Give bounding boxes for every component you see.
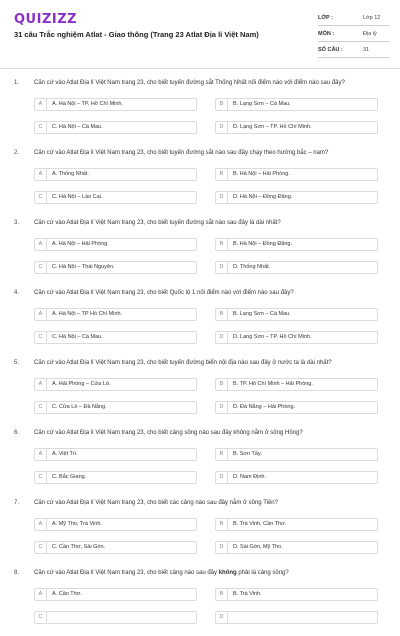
question-item [0,496,400,566]
answer-option-c[interactable] [34,471,197,484]
option-letter: A [35,309,47,320]
quizizz-logo: QUIZIZZ [14,12,78,27]
answer-option-a[interactable] [34,238,197,251]
option-letter: A [35,379,47,390]
option-text: A. Cần Thơ. [52,591,82,597]
option-text: C. Bắc Giang. [52,474,87,480]
option-letter: B [216,169,228,180]
option-letter: C [35,472,47,483]
answer-option-d[interactable] [215,541,378,554]
meta-value: 31 [363,47,370,53]
answer-option-d[interactable] [215,401,378,414]
question-item [0,286,400,356]
answer-option-a[interactable] [34,308,197,321]
option-letter: B [216,99,228,110]
question-text-part: Căn cứ vào Atlat Địa lí Việt Nam trang 23, cho biết cảng nào sau đây [34,570,219,576]
option-text: C. Hà Nội – Lào Cai. [52,194,103,200]
question-number: 6. [14,430,20,436]
meta-value: Địa lý [363,31,377,37]
meta-question-count [318,44,390,58]
answer-option-a[interactable] [34,448,197,461]
answer-option-c[interactable] [34,261,197,274]
option-text: D. Lạng Sơn – TP. Hồ Chí Minh. [233,124,312,130]
option-text: C. Cửa Lò – Đà Nẵng. [52,404,107,410]
answer-option-b[interactable] [215,98,378,111]
meta-label: LỚP : [318,15,333,21]
option-letter: A [35,99,47,110]
answer-option-b[interactable] [215,378,378,391]
option-text: C. Hà Nội – Cà Mau. [52,334,103,340]
option-letter: D [216,402,228,413]
option-text: A. Thống Nhất. [52,171,89,177]
worksheet-title: 31 câu Trắc nghiệm Atlat - Giao thông (Trang 23 Atlat Địa lí Việt Nam) [14,30,259,39]
option-letter: B [216,309,228,320]
question-text [34,430,394,436]
answer-option-d[interactable] [215,121,378,134]
answer-option-b[interactable] [215,588,378,601]
option-letter: B [216,449,228,460]
option-text: B. TP. Hồ Chí Minh – Hải Phòng. [233,381,313,387]
option-letter: A [35,519,47,530]
option-letter: D [216,192,228,203]
question-text-part: Căn cứ vào Atlat Địa lí Việt Nam trang 23, cho biết tuyến đường biển nội địa nào sau đây ở nước ta là dài nhất? [34,360,332,366]
option-text: A. Mỹ Tho, Trà Vinh. [52,521,102,527]
option-text: B. Hà Nội – Đồng Đăng. [233,241,293,247]
option-text: A. Hải Phòng – Cửa Lò. [52,381,111,387]
question-text [34,150,394,156]
question-number: 7. [14,500,20,506]
header-divider [0,68,400,69]
option-text: B. Trà Vinh, Cần Thơ. [233,521,287,527]
question-text-part: Căn cứ vào Atlat Địa lí Việt Nam trang 23, cho biết tuyến đường sắt nào sau đây chạy theo hướng bắc – nam? [34,150,329,156]
meta-subject [318,28,390,42]
answer-option-a[interactable] [34,168,197,181]
question-text [34,220,394,226]
question-number: 1. [14,80,20,86]
option-letter: C [35,262,47,273]
option-text: B. Sơn Tây. [233,451,262,457]
question-text-part: phải là cảng sông? [236,570,289,576]
option-text: C. Hà Nội – Thái Nguyên. [52,264,115,270]
option-letter: D [216,262,228,273]
question-item [0,566,400,636]
meta-value: Lớp 12 [363,15,381,21]
question-number: 4. [14,290,20,296]
answer-option-a[interactable] [34,588,197,601]
option-letter: D [216,542,228,553]
question-text [34,570,394,576]
option-letter: A [35,449,47,460]
option-text: D. Sài Gòn, Mỹ Tho. [233,544,283,550]
question-text-emphasis: không [218,570,237,576]
meta-label: SỐ CÂU : [318,47,343,53]
answer-option-d[interactable] [215,611,378,624]
question-text [34,500,394,506]
option-letter: B [216,519,228,530]
option-text: B. Lạng Sơn – Cà Mau. [233,101,291,107]
option-letter: C [35,122,47,133]
answer-option-d[interactable] [215,471,378,484]
option-letter: C [35,542,47,553]
option-text: C. Cần Thơ, Sài Gòn. [52,544,106,550]
option-letter: C [35,332,47,343]
question-text [34,80,394,86]
answer-option-c[interactable] [34,541,197,554]
answer-option-d[interactable] [215,191,378,204]
question-text [34,290,394,296]
question-text-part: Căn cứ vào Atlat Địa lí Việt Nam trang 23, cho biết cảng sông nào sau đây không nằm ở sông Hồng? [34,430,303,436]
answer-option-b[interactable] [215,238,378,251]
meta-label: MÔN : [318,31,335,37]
option-letter: D [216,332,228,343]
question-text-part: Căn cứ vào Atlat Địa lí Việt Nam trang 23, cho biết tuyến đường sắt nào sau đây là dài nhất? [34,220,281,226]
answer-option-a[interactable] [34,518,197,531]
question-item [0,76,400,146]
option-text: A. Hà Nội – TP. Hồ Chí Minh. [52,101,124,107]
question-number: 2. [14,150,20,156]
option-letter: C [35,402,47,413]
answer-option-c[interactable] [34,121,197,134]
meta-class [318,12,390,26]
option-text: A. Hà Nội – TP Hồ Chí Minh. [52,311,123,317]
option-letter: C [35,192,47,203]
option-letter: D [216,122,228,133]
question-number: 3. [14,220,20,226]
answer-option-c[interactable] [34,401,197,414]
option-text: C. Hà Nội – Cà Mau. [52,124,103,130]
option-letter: D [216,472,228,483]
question-text [34,360,394,366]
option-letter: C [35,612,47,623]
answer-option-d[interactable] [215,261,378,274]
option-text: A. Việt Trì. [52,451,78,457]
option-letter: B [216,589,228,600]
answer-option-c[interactable] [34,331,197,344]
option-letter: A [35,239,47,250]
option-letter: B [216,379,228,390]
option-text: B. Trà Vinh. [233,591,262,597]
question-number: 8. [14,570,20,576]
answer-option-d[interactable] [215,331,378,344]
question-item [0,216,400,286]
worksheet-header [0,0,400,68]
option-text: D. Nam Định. [233,474,267,480]
option-letter: A [35,169,47,180]
question-text-part: Căn cứ vào Atlat Địa lí Việt Nam trang 23, cho biết tuyến đường sắt Thống Nhất nối điểm nào với điểm nào sau đây? [34,80,345,86]
option-text: A. Hà Nội – Hải Phòng. [52,241,109,247]
question-number: 5. [14,360,20,366]
question-text-part: Căn cứ vào Atlat Địa lí Việt Nam trang 23, cho biết các cảng nào sau đây nằm ở sông Tiền? [34,500,278,506]
option-text: D. Lạng Sơn – TP. Hồ Chí Minh. [233,334,312,340]
option-letter: D [216,612,228,623]
question-item [0,356,400,426]
option-letter: A [35,589,47,600]
answer-option-b[interactable] [215,168,378,181]
question-item [0,146,400,216]
option-text: D. Đà Nẵng – Hải Phòng. [233,404,296,410]
answer-option-b[interactable] [215,448,378,461]
answer-option-a[interactable] [34,378,197,391]
question-list [0,76,400,636]
option-text: B. Lạng Sơn – Cà Mau. [233,311,291,317]
option-letter: B [216,239,228,250]
answer-option-a[interactable] [34,98,197,111]
option-text: B. Hà Nội – Hải Phòng. [233,171,290,177]
answer-option-c[interactable] [34,611,197,624]
option-text: D. Hà Nội – Đồng Đăng. [233,194,293,200]
answer-option-c[interactable] [34,191,197,204]
answer-option-b[interactable] [215,518,378,531]
answer-option-b[interactable] [215,308,378,321]
question-item [0,426,400,496]
option-text: D. Thống Nhất. [233,264,271,270]
question-text-part: Căn cứ vào Atlat Địa lí Việt Nam trang 23, cho biết Quốc lộ 1 nối điểm nào với điểm nào sau đây? [34,290,294,296]
